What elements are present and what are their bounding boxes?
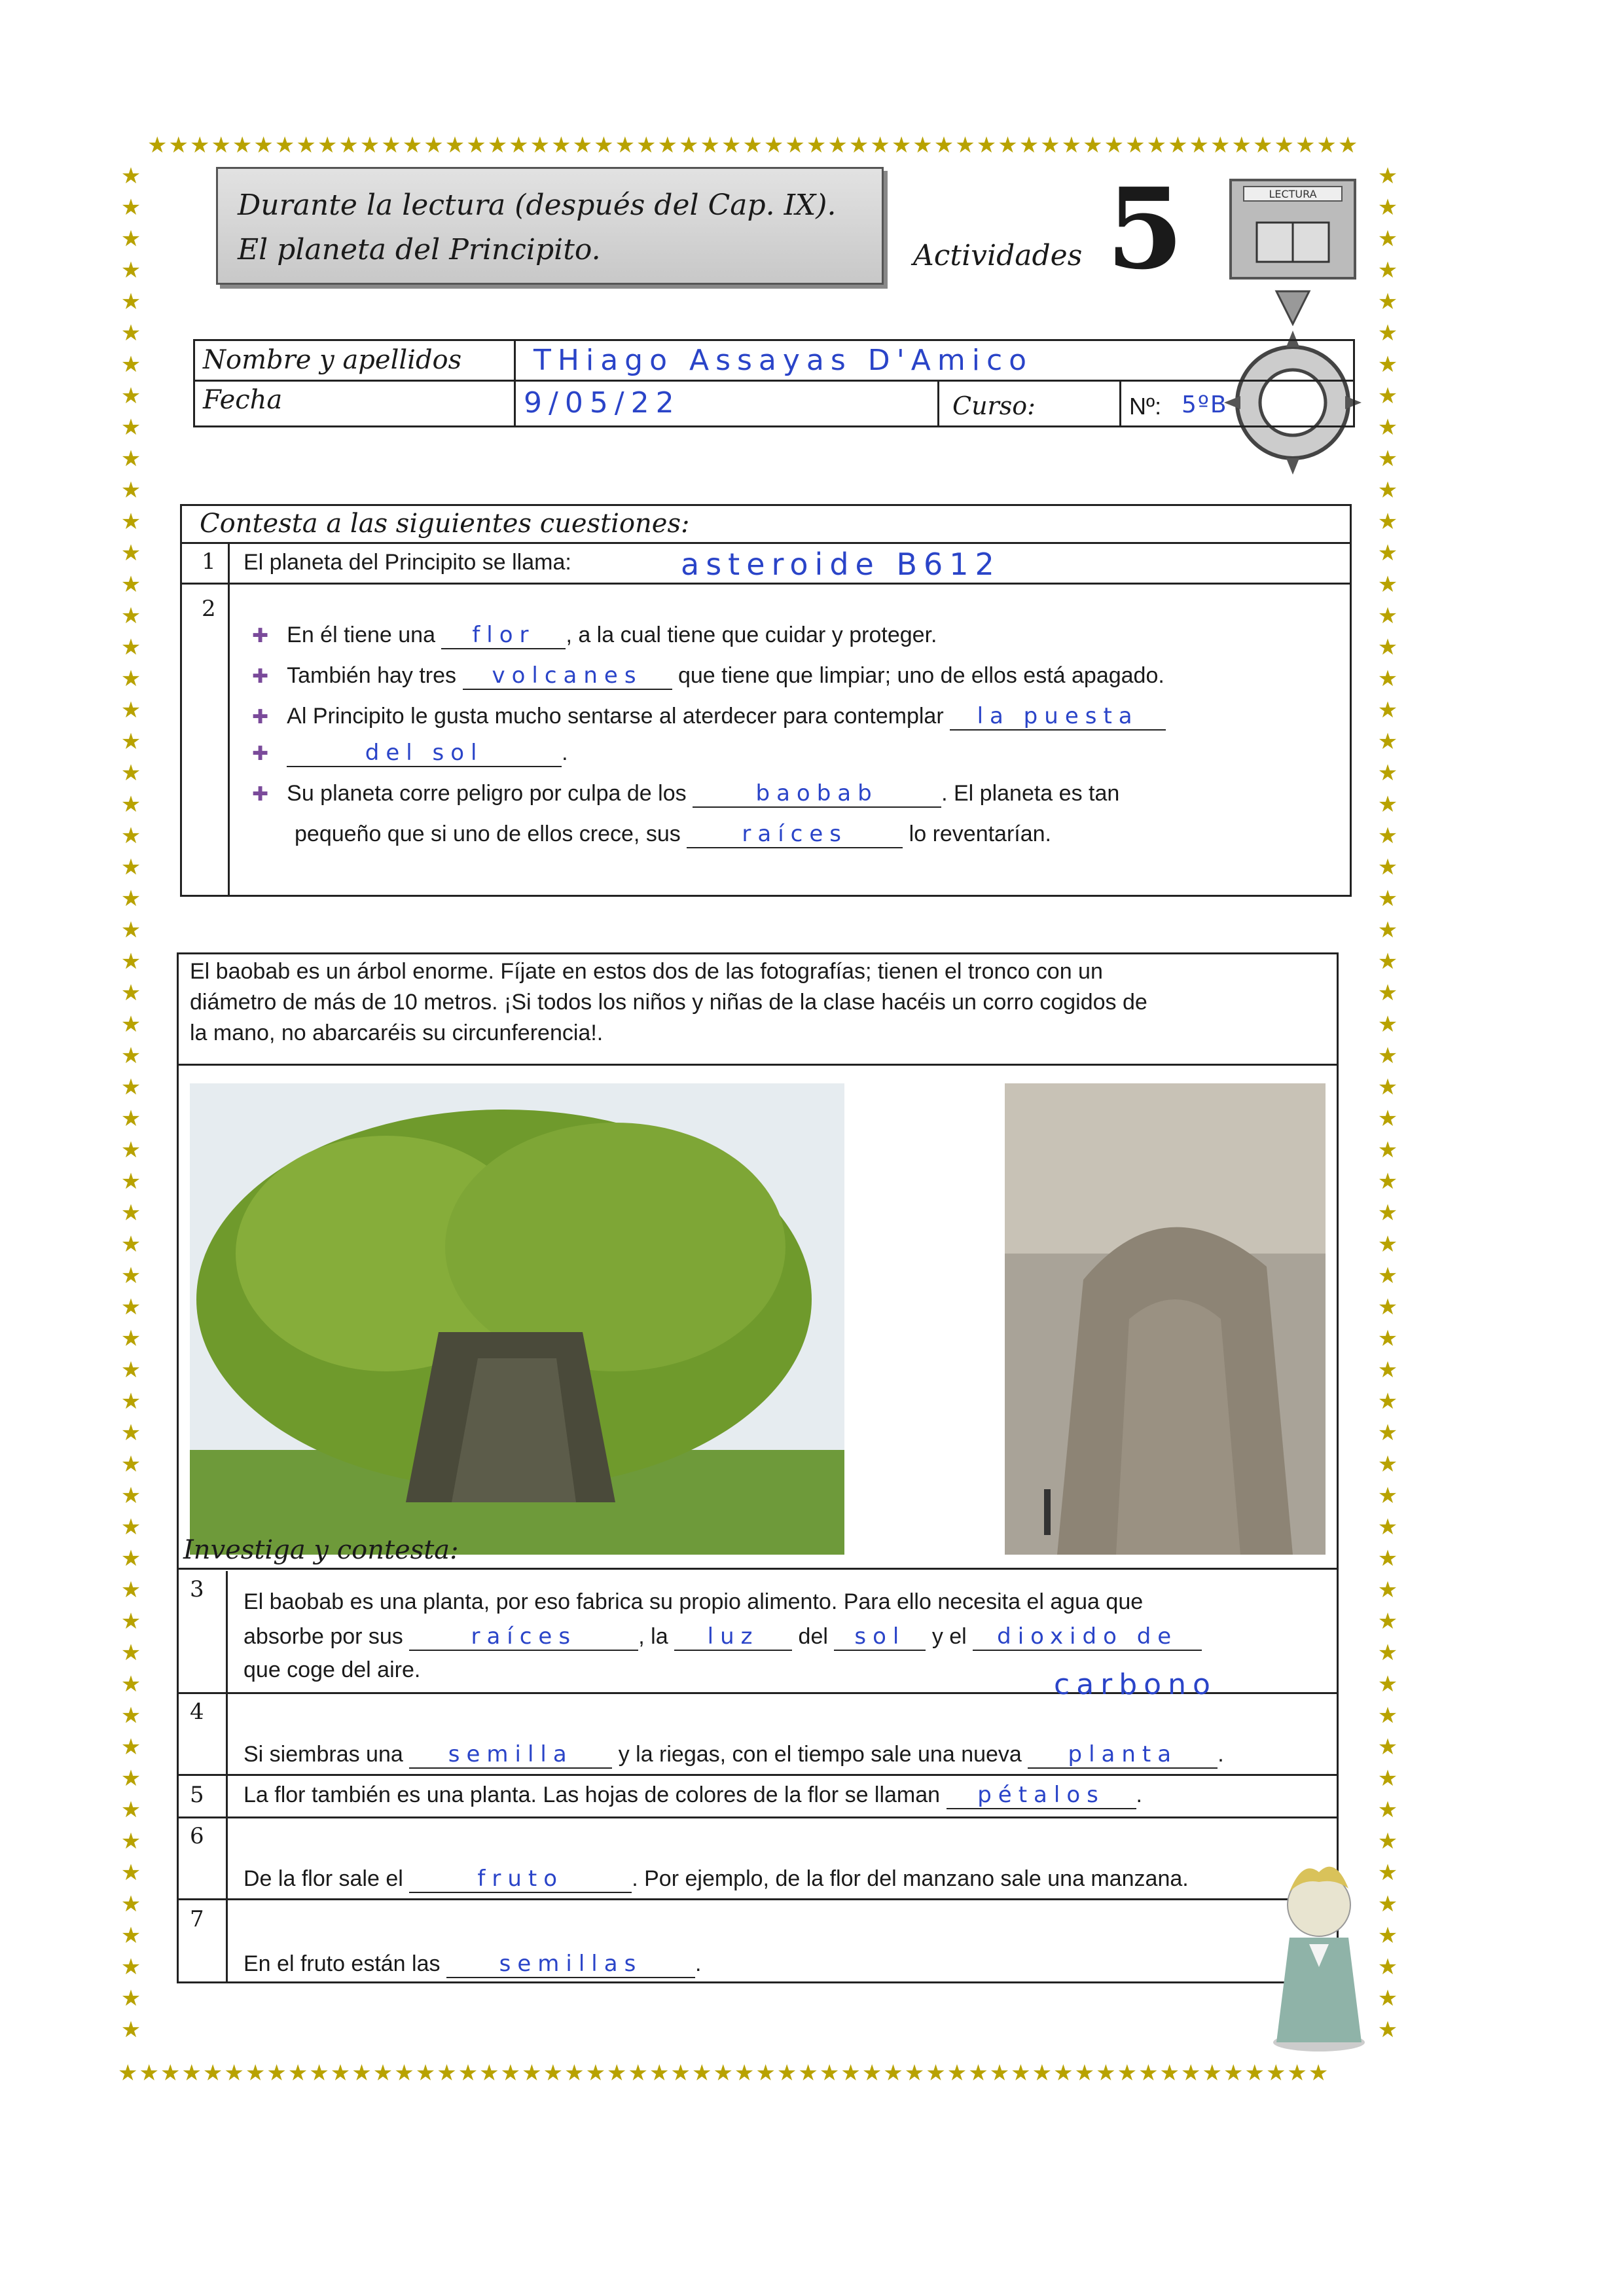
activities-label: Actividades bbox=[913, 239, 1083, 272]
star-border-left: ★ ★ ★ ★ ★ ★ ★ ★ ★ ★ ★ ★ ★ ★ ★ ★ ★ ★ ★ ★ ★ ★ ★ ★ ★ ★ ★ ★ ★ ★ ★ ★ ★ ★ ★ ★ ★ ★ ★ ★ ★ ★ ★ ★ ★ ★ ★ ★ ★ ★ ★ ★ ★ ★ ★ ★ ★ ★ ★ ★ bbox=[120, 164, 141, 2042]
q6-number: 6 bbox=[190, 1823, 204, 1849]
q4-number: 4 bbox=[190, 1699, 204, 1725]
q3-line-1: El baobab es una planta, por eso fabrica su propio alimento. Para ello necesita el agua que bbox=[244, 1589, 1144, 1614]
q5-text: La flor también es una planta. Las hojas de colores de la flor se llaman pétalos . bbox=[244, 1782, 1142, 1808]
q2-number: 2 bbox=[202, 596, 216, 622]
q3-line-2: absorbe por sus raíces , la luz del sol y el dioxido de bbox=[244, 1623, 1202, 1651]
investiga-heading: Investiga y contesta: bbox=[183, 1535, 459, 1565]
q2-bullet-4: ✚ Su planeta corre peligro por culpa de los baobab . El planeta es tan bbox=[252, 780, 1120, 806]
q7-number: 7 bbox=[190, 1906, 204, 1932]
date-label: Fecha bbox=[203, 385, 283, 415]
star-border-bottom: ★★★★★★★★★★★★★★★★★★★★★★★★★★★★★★★★★★★★★★★★★★★★★★★★★★★★★★★★★ bbox=[118, 2062, 1330, 2084]
baobab-tree-photo bbox=[190, 1083, 844, 1555]
q3-answer-5: carbono bbox=[1054, 1668, 1217, 1701]
title-line-2: El planeta del Principito. bbox=[238, 233, 601, 266]
q5-number: 5 bbox=[190, 1782, 204, 1808]
q2-bullet-3: ✚ Al Principito le gusta mucho sentarse al aterdecer para contemplar la puesta bbox=[252, 703, 1166, 731]
title-line-1: Durante la lectura (después del Cap. IX). bbox=[238, 189, 837, 222]
badge-label: LECTURA bbox=[1269, 188, 1317, 200]
q7-text: En el fruto están las semillas . bbox=[244, 1951, 702, 1977]
name-label: Nombre y apellidos bbox=[203, 345, 462, 375]
q4-text: Si siembras una semilla y la riegas, con el tiempo sale una nueva planta . bbox=[244, 1741, 1224, 1767]
q2-bullet-4-line2: pequeño que si uno de ellos crece, sus raíces lo reventarían. bbox=[295, 821, 1052, 847]
number-label: Nº: bbox=[1129, 393, 1162, 420]
q3-number: 3 bbox=[190, 1576, 204, 1602]
title-banner bbox=[216, 167, 884, 285]
q2-bullet-2: ✚ También hay tres volcanes que tiene que limpiar; uno de ellos está apagado. bbox=[252, 662, 1164, 689]
name-value: THiago Assayas D'Amico bbox=[533, 344, 1034, 377]
star-border-right: ★ ★ ★ ★ ★ ★ ★ ★ ★ ★ ★ ★ ★ ★ ★ ★ ★ ★ ★ ★ ★ ★ ★ ★ ★ ★ ★ ★ ★ ★ ★ ★ ★ ★ ★ ★ ★ ★ ★ ★ ★ ★ ★ ★ ★ ★ ★ ★ ★ ★ ★ ★ ★ ★ ★ ★ ★ ★ ★ ★ bbox=[1377, 164, 1398, 2042]
q1-number: 1 bbox=[202, 549, 216, 575]
q3-line-3: que coge del aire. bbox=[244, 1657, 421, 1682]
course-label: Curso: bbox=[952, 391, 1036, 420]
activity-number: 5 bbox=[1106, 164, 1184, 295]
section1-heading: Contesta a las siguientes cuestiones: bbox=[200, 509, 690, 539]
intro-line-1: El baobab es un árbol enorme. Fíjate en estos dos de las fotografías; tienen el tronco con un bbox=[190, 959, 1103, 984]
baobab-trunk-photo bbox=[1005, 1083, 1326, 1555]
little-prince-illustration bbox=[1263, 1846, 1375, 2055]
reading-medal-icon bbox=[1218, 173, 1368, 481]
intro-line-2: diámetro de más de 10 metros. ¡Si todos los niños y niñas de la clase hacéis un corro cogidos de bbox=[190, 990, 1147, 1015]
star-border-top: ★★★★★★★★★★★★★★★★★★★★★★★★★★★★★★★★★★★★★★★★★★★★★★★★★★★★★★★★★ bbox=[147, 134, 1360, 156]
q1-text: El planeta del Principito se llama: bbox=[244, 550, 571, 575]
q2-bullet-3-cont: ✚ del sol . bbox=[252, 740, 568, 766]
intro-line-3: la mano, no abarcaréis su circunferencia!. bbox=[190, 1021, 604, 1045]
q2-bullet-1: ✚ En él tiene una flor , a la cual tiene que cuidar y proteger. bbox=[252, 622, 937, 648]
q6-text: De la flor sale el fruto . Por ejemplo, de la flor del manzano sale una manzana. bbox=[244, 1866, 1189, 1892]
date-value: 9/05/22 bbox=[524, 386, 681, 420]
q1-answer: asteroide B612 bbox=[681, 547, 1001, 582]
number-value: 5ºB bbox=[1182, 391, 1228, 418]
